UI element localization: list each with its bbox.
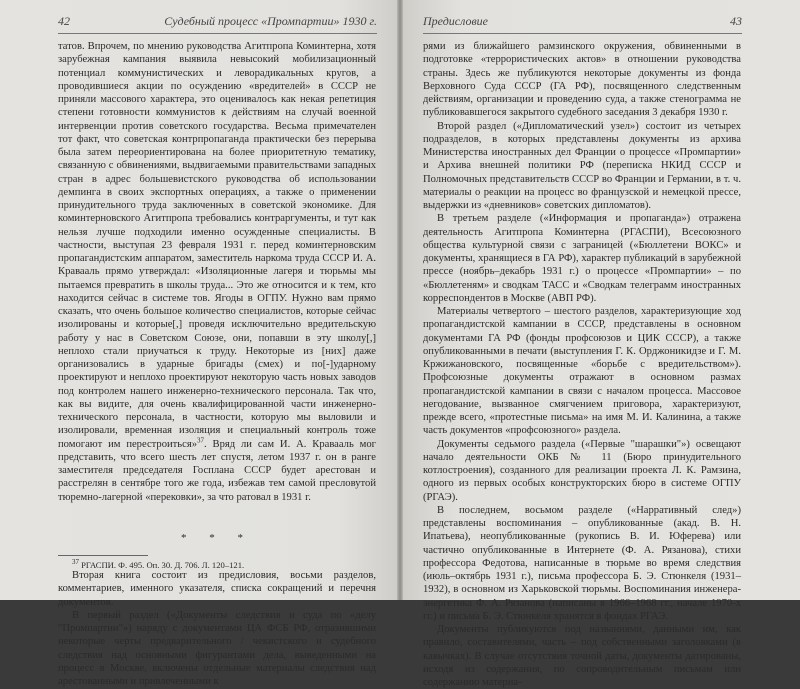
right-paragraph-5: Документы седьмого раздела («Первые "шарашки"») освещают начало деятельности ОКБ № 11 (Бюро принудительного котлостроения), созданного для реализации проекта Л. К. Рамзина, одного из первых особых конструкторских бюро в системе ОГПУ (РГАЭ). (423, 438, 741, 503)
left-page-body (58, 40, 376, 688)
left-paragraph-1-continuation: . Вряд ли сам И. А. Кравааль мог представить, что всего шесть лет спустя, летом 1937 г. он в ранге заместителя председателя Госплана СССР будет арестован и расстрелян в сентябре того же года, избежав тем самой пресловутой тюремно-лагерной «перековки», за что ратовал в 1931 г. (58, 438, 377, 503)
left-page-number: 42 (58, 14, 70, 28)
right-paragraph-6: В последнем, восьмом разделе («Нарративный след») представлены воспоминания – опубликованные (акад. В. Н. Ипатьева), неопубликованные (рукопись В. И. Юферева) или частично опубликованные в Интернете (Ф. А. Рязанова), стихи профессора Федотова, написанные в тюрьме во время следствия (июль–октябрь 1931 г.), письма профессора Б. Э. Стюнкеля (1931–1932), в основном из Харьковской тюрьмы. Воспоминания инженера-энергетика Ф. А. Рязанова (написаны в 1966–1968 гг., начале 1970-х гг.) и письма Б. Э. Стюнкеля хранятся в фондах РГАЭ. (423, 504, 741, 622)
right-paragraph-4: Материалы четвертого – шестого разделов, характеризующие ход пропагандистской кампании в СССР, представлены в основном документами ГА РФ (фонды профсоюзов и ЦИК СССР), а также опубликованными в печати (выступления Г. К. Орджоникидзе и Г. М. Кржижановского, посвященные «борьбе с вредительством»). Профсоюзные документы отражают в основном размах пропагандистской кампании в связи с началом процесса. Массовое негодование, вызванное смягчением приговора, характеризуют, прежде всего, «протестные письма» на имя М. И. Калинина, а также часть документов «профсоюзного» раздела. (423, 306, 741, 437)
right-page-number: 43 (730, 14, 742, 28)
left-header-rule (58, 33, 377, 34)
section-separator: * * * (181, 531, 253, 544)
right-paragraph-3: В третьем разделе («Информация и пропаганда») отражена деятельность Агитпропа Коминтерна (РГАСПИ), Всесоюзного общества культурной связи с заграницей («Бюллетени ВОКС» и документы, хранящиеся в ГА РФ), характер публикаций в зарубежной прессе (ноябрь–декабрь 1931 г.) о процессе «Промпартии» – по «Бюллетеням» и сводкам ТАСС и «Сводкам телеграмм иностранных корреспондентов в Москве (АВП РФ). (423, 213, 741, 304)
footnote-number: 37 (72, 558, 79, 567)
right-paragraph-1: рями из ближайшего рамзинского окружения, обвиненными в подготовке «террористических актов» в отношении руководства страны. Здесь же публикуются некоторые документы из фонда Верховного Суда СССР (ГА РФ), посвященного следственным действиям, организации и проведению суда, а также стенограмма не публиковавшегося закрытого судебного заседания 3 декабря 1930 г. (423, 41, 741, 119)
left-page-header (58, 14, 377, 32)
left-paragraph-2: Вторая книга состоит из предисловия, восьми разделов, комментариев, именного указателя, списка сокращений и перечня документов. (58, 570, 376, 608)
left-paragraph-3: В первый раздел («Документы следствия и суда по «делу "Промпартии"») наряду с документами ЦА ФСБ РФ, отразившими некоторые черты предварительного / чекистского и судебного следствия над основными фигурантами дела, выведенными на процесс в Москве, включены отдельные материалы следствия над арестованными и привлеченными к (58, 609, 376, 687)
footnote-rule (58, 555, 148, 556)
right-page (401, 0, 800, 688)
left-paragraph-1-text: татов. Впрочем, по мнению руководства Агитпропа Коминтерна, хотя зарубежная кампания выявила невысокий мобилизационный потенциал коммунистических и леворадикальных кругов, а проводившиеся акции по осуждению «вредителей» в СССР не приняли массового характера, это оценивалось как некая репетиция степени готовности коммунистов к действиям на случай военной интервенции против советского государства. Весьма примечателен тот факт, что советская контрпропаганда практически без перерыва была затем переориентирована на более приоритетную тематику, связанную с обвинениями, выдвигаемыми правительствами западных стран в адрес большевистского руководства об использовании демпинга в своих экспортных операциях, а также о применении принудительного труда заключенных в советской экономике. Для коминтерновского Агитпропа требовались контраргументы, и тут как нельзя лучше подходили именно осужденные специалисты. В частности, выступая 23 февраля 1931 г. перед коминтерновским пропагандистским аппаратом, заместитель наркома труда СССР И. А. Кравааль прямо утверждал: «Изоляционные лагеря и тюрьмы мы пытаемся превратить в школы труда... Это же относится и к тем, кто находится сейчас в системе тов. Ягоды в ОГПУ. Нужно вам прямо сказать, что очень большое количество специалистов, которые сейчас изолированы и которые[,] проведя исключительно вредительскую работу у нас в Советском Союзе, они, попавши в эту школу[,] неплохо стали приучаться к труду. Некоторые из [них] даже организовались в ударные бригады (смех) и по[-]ударному проектируют и неплохо проектируют некоторую часть новых заводов под контролем нашего инженерно-технического персонала. Так что, как вы видите, для очень квалифицированной части инженерно-технического персонала, в частности, которую мы выловили и изолировали, временная изоляция и специальный контроль тоже помогают им перестроиться» (58, 41, 376, 450)
right-header-rule (423, 33, 742, 34)
footnote-ref: 37 (197, 435, 205, 444)
left-paragraph-1 (58, 40, 376, 504)
right-page-body (423, 40, 741, 689)
right-running-title: Предисловие (423, 14, 489, 28)
left-page (0, 0, 399, 687)
right-paragraph-2: Второй раздел («Дипломатический узел») состоит из четырех подразделов, в которых представлены документы из архива Министерства иностранных дел Франции о процессе «Промпартии» и Архива внешней политики РФ (переписка НКИД СССР и Полномочных представительств СССР во Франции и Германии, в т. ч. материалы о реакции на процесс во французской и немецкой прессе, выдержки из «дневников» советских дипломатов). (423, 120, 741, 211)
footnote (58, 560, 376, 571)
footnote-text: РГАСПИ. Ф. 495. Оп. 30. Д. 706. Л. 120–121. (81, 560, 245, 570)
right-page-header (423, 14, 742, 32)
right-paragraph-7: Документы публикуются под названиями, данными им, как правило, составителями, часть – под собственными заголовками (в кавычках). В случае отсутствия точной даты, документы датированы, исходя из содержания, по сопроводительным письмам или содержанию материа- (423, 624, 741, 688)
book-gutter (397, 0, 403, 600)
left-running-title: Судебный процесс «Промпартии» 1930 г. (164, 14, 377, 28)
